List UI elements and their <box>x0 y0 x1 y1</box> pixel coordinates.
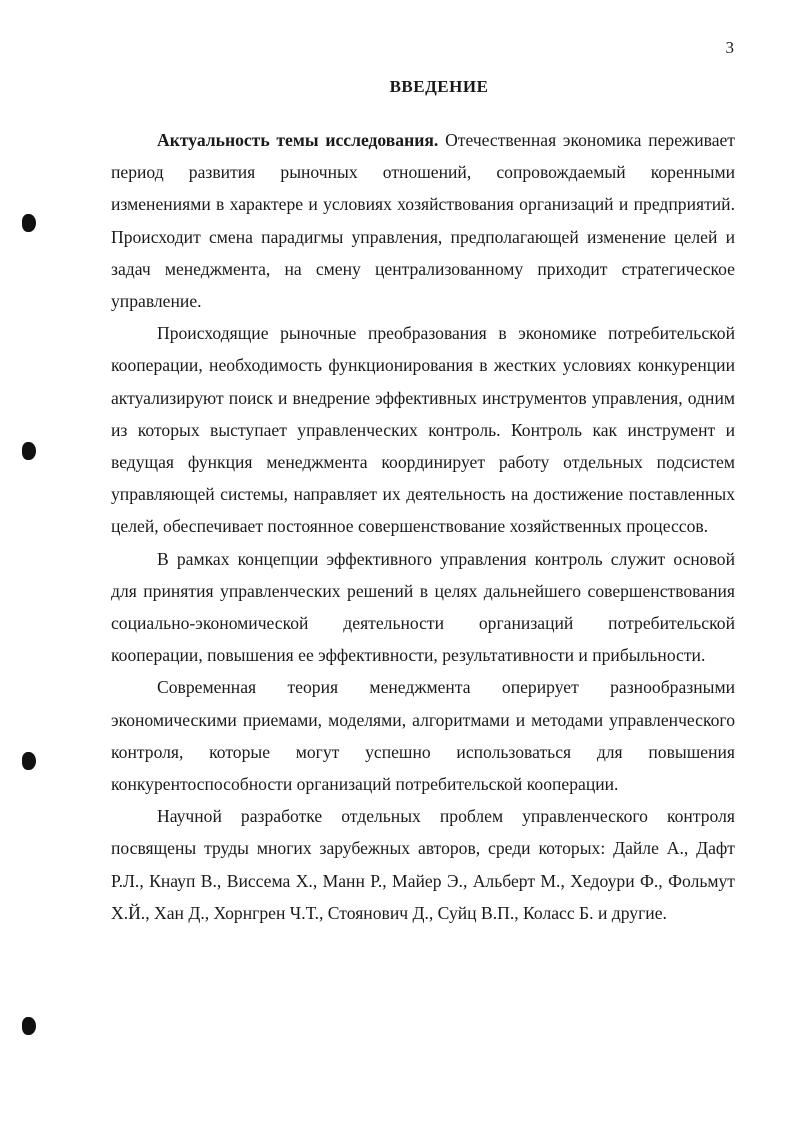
punch-hole <box>22 752 36 770</box>
punch-hole <box>22 1017 36 1035</box>
page-title: ВВЕДЕНИЕ <box>389 77 489 96</box>
paragraph-relevance <box>111 124 735 317</box>
paragraph: В рамках концепции эффективного управления контроль служит основой для принятия управленческих решений в целях дальнейшего совершенствования социально-экономической деятельности организаций потребительской кооперации, повышения ее эффективности, результативности и прибыльности. <box>111 548 735 666</box>
paragraph: Происходящие рыночные преобразования в экономике потребительской кооперации, необходимость функционирования в жестких условиях конкуренции актуализируют поиск и внедрение эффективных инструментов управления, одним из которых выступает управленческих контроль. Контроль как инструмент и ведущая функция менеджмента координирует работу отдельных подсистем управляющей системы, направляет их деятельность на достижение поставленных целей, обеспечивает постоянное совершенствование хозяйственных процессов. <box>111 323 735 537</box>
paragraph-lead: Актуальность темы исследования. <box>157 130 439 150</box>
punch-hole <box>22 214 36 232</box>
punch-hole <box>22 442 36 460</box>
document-body <box>111 124 735 929</box>
paragraph-text: Отечественная экономика переживает период развития рыночных отношений, сопровождаемый коренными изменениями в характере и условиях хозяйствования организаций и предприятий. Происходит смена парадигмы управления, предполагающей изменение целей и задач менеджмента, на смену централизованному приходит стратегическое управление. <box>111 130 735 312</box>
page-number: 3 <box>725 38 734 57</box>
paragraph: Научной разработке отдельных проблем управленческого контроля посвящены труды многих зарубежных авторов, среди которых: Дайле А., Дафт Р.Л., Кнауп В., Виссема Х., Манн Р., Майер Э., Альберт М., Хедоури Ф., Фольмут Х.Й., Хан Д., Хорнгрен Ч.Т., Стоянович Д., Суйц В.П., Коласс Б. и другие. <box>111 806 735 923</box>
paragraph: Современная теория менеджмента оперирует разнообразными экономическими приемами, моделями, алгоритмами и методами управленческого контроля, которые могут успешно использоваться для повышения конкурентоспособности организаций потребительской кооперации. <box>111 677 735 795</box>
